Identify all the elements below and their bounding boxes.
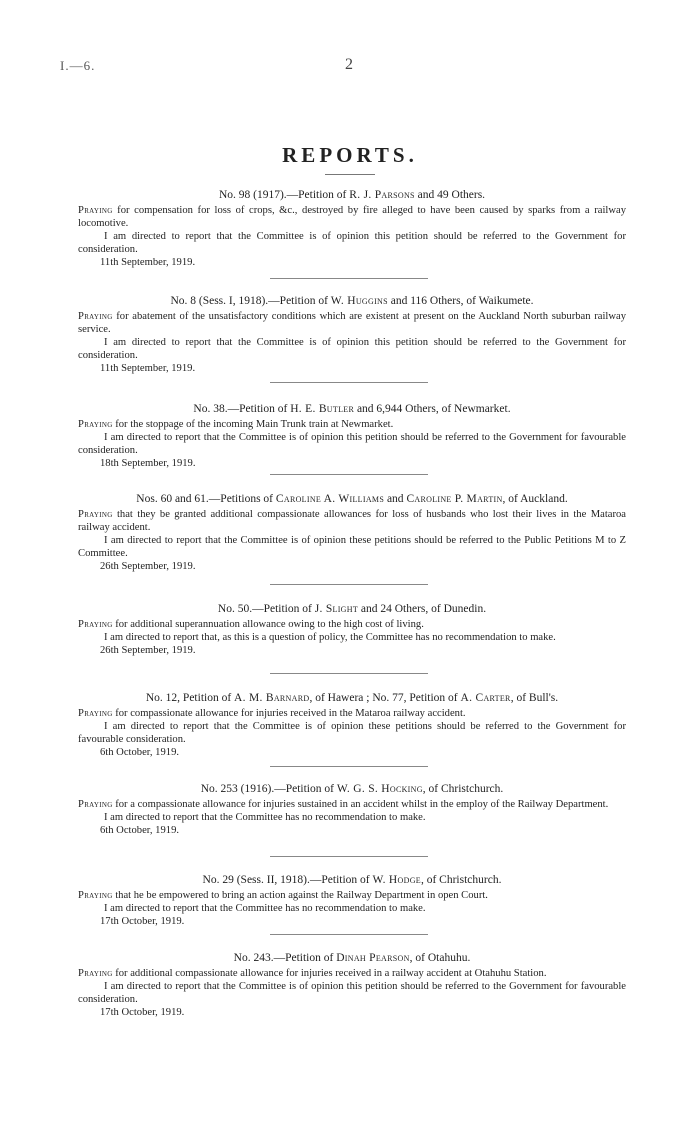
report-date: 6th October, 1919. xyxy=(100,825,180,836)
report-date: 17th October, 1919. xyxy=(100,1007,185,1018)
report-date: 17th October, 1919. xyxy=(100,916,185,927)
report-heading: No. 243.—Petition of Dinah Pearson, of Otahuhu. xyxy=(233,952,471,964)
report-prayer: Praying for abatement of the unsatisfactory conditions which are existent at present on the Auckland North suburban railway service. xyxy=(78,311,626,335)
report-heading: No. 253 (1916).—Petition of W. G. S. Hocking, of Christchurch. xyxy=(200,783,504,795)
report-prayer: Praying for compensation for loss of crops, &c., destroyed by fire alleged to have been caused by sparks from a railway locomotive. xyxy=(78,205,626,229)
report-prayer: Praying for the stoppage of the incoming Main Trunk train at Newmarket. xyxy=(78,419,394,430)
separator-rule xyxy=(270,856,428,857)
separator-rule xyxy=(270,278,428,279)
report-heading: No. 12, Petition of A. M. Barnard, of Hawera ; No. 77, Petition of A. Carter, of Bull's. xyxy=(145,692,559,704)
report-decision: I am directed to report that the Committee is of opinion this petition should be referred to the Government for favourable consideration. xyxy=(78,981,626,1005)
report-1 xyxy=(78,188,626,269)
report-3 xyxy=(78,402,626,470)
report-decision: I am directed to report that, as this is a question of policy, the Committee has no recommendation to make. xyxy=(104,632,556,643)
report-4 xyxy=(78,492,626,573)
report-decision: I am directed to report that the Committee is of opinion this petition should be referred to the Government for consideration. xyxy=(78,231,626,255)
report-date: 26th September, 1919. xyxy=(100,561,196,572)
report-decision: I am directed to report that the Committee has no recommendation to make. xyxy=(104,903,426,914)
report-decision: I am directed to report that the Committee is of opinion these petitions should be referred to the Government for favourable consideration. xyxy=(78,721,626,745)
title-rule xyxy=(325,174,375,175)
report-8 xyxy=(78,873,626,928)
report-prayer: Praying for additional superannuation allowance owing to the high cost of living. xyxy=(78,619,424,630)
report-heading: No. 38.—Petition of H. E. Butler and 6,944 Others, of Newmarket. xyxy=(193,403,511,415)
separator-rule xyxy=(270,382,428,383)
report-prayer: Praying that he be empowered to bring an action against the Railway Department in open Court. xyxy=(78,890,488,901)
report-7 xyxy=(78,782,626,837)
page-identifier: I.—6. xyxy=(60,58,96,73)
report-heading: No. 8 (Sess. I, 1918).—Petition of W. Huggins and 116 Others, of Waikumete. xyxy=(170,295,534,307)
report-decision: I am directed to report that the Committee is of opinion these petitions should be referred to the Public Petitions M to Z Committee. xyxy=(78,535,626,559)
report-9 xyxy=(78,951,626,1019)
report-decision: I am directed to report that the Committee has no recommendation to make. xyxy=(104,812,426,823)
separator-rule xyxy=(270,673,428,674)
report-date: 26th September, 1919. xyxy=(100,645,196,656)
report-prayer: Praying for compassionate allowance for injuries received in the Mataroa railway accident. xyxy=(78,708,466,719)
report-decision: I am directed to report that the Committee is of opinion this petition should be referred to the Government for consideration. xyxy=(78,337,626,361)
report-heading: No. 98 (1917).—Petition of R. J. Parsons and 49 Others. xyxy=(218,189,486,201)
report-prayer: Praying that they be granted additional compassionate allowances for loss of husbands who lost their lives in the Mataroa railway accident. xyxy=(78,509,626,533)
page-title: REPORTS. xyxy=(282,143,418,167)
report-decision: I am directed to report that the Committee is of opinion this petition should be referred to the Government for favourable consideration. xyxy=(78,432,626,456)
report-heading: Nos. 60 and 61.—Petitions of Caroline A. Williams and Caroline P. Martin, of Auckland. xyxy=(136,493,568,505)
report-prayer: Praying for additional compassionate allowance for injuries received in a railway accident at Otahuhu Station. xyxy=(78,968,547,979)
report-date: 18th September, 1919. xyxy=(100,458,196,469)
report-date: 6th October, 1919. xyxy=(100,747,180,758)
report-date: 11th September, 1919. xyxy=(100,363,196,374)
report-date: 11th September, 1919. xyxy=(100,257,196,268)
page-number: 2 xyxy=(345,56,353,73)
report-heading: No. 29 (Sess. II, 1918).—Petition of W. Hodge, of Christchurch. xyxy=(202,874,502,886)
separator-rule xyxy=(270,584,428,585)
separator-rule xyxy=(270,934,428,935)
report-heading: No. 50.—Petition of J. Slight and 24 Others, of Dunedin. xyxy=(217,603,487,615)
report-prayer: Praying for a compassionate allowance for injuries sustained in an accident whilst in the employ of the Railway Department. xyxy=(78,799,609,810)
report-2 xyxy=(78,294,626,375)
report-6 xyxy=(78,691,626,759)
separator-rule xyxy=(270,474,428,475)
separator-rule xyxy=(270,766,428,767)
report-5 xyxy=(78,602,626,657)
